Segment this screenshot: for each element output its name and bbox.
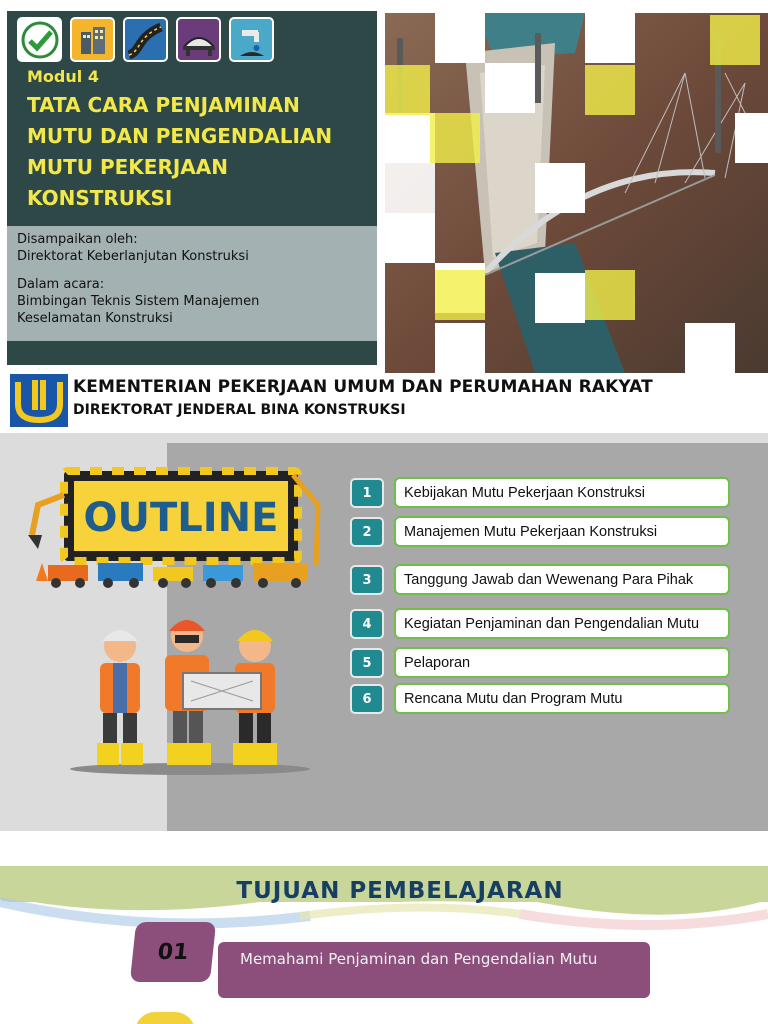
road-icon — [123, 17, 168, 62]
title-slide — [0, 0, 768, 430]
outline-slide — [0, 433, 768, 831]
dam-bridge-photo — [385, 13, 768, 373]
outline-item[interactable] — [350, 647, 735, 679]
outline-item-label: Kebijakan Mutu Pekerjaan Konstruksi — [394, 477, 730, 508]
building-icon — [70, 17, 115, 62]
outline-item-label: Rencana Mutu dan Program Mutu — [394, 683, 730, 714]
construction-workers-illustration — [65, 611, 315, 776]
water-tap-icon — [229, 17, 274, 62]
info-panel — [7, 226, 377, 341]
quality-control-approved-icon — [17, 17, 62, 62]
slide-title: TUJUAN PEMBELAJARAN — [236, 878, 564, 904]
outline-sign-illustration — [28, 465, 328, 590]
outline-item-label: Tanggung Jawab dan Wewenang Para Pihak — [394, 564, 730, 595]
outline-item[interactable] — [350, 516, 735, 548]
ministry-name: KEMENTERIAN PEKERJAAN UMUM DAN PERUMAHAN RAKYAT — [73, 377, 653, 397]
decorative-shape — [135, 1012, 195, 1024]
outline-item-number: 6 — [350, 684, 384, 714]
outline-item-number: 3 — [350, 565, 384, 595]
presented-by-label: Disampaikan oleh: — [17, 232, 138, 247]
outline-sign-text: OUTLINE — [83, 495, 279, 541]
outline-item[interactable] — [350, 477, 735, 509]
ministry-logo — [10, 374, 68, 427]
bridge-icon — [176, 17, 221, 62]
objective-number: 01 — [130, 922, 216, 982]
outline-item[interactable] — [350, 683, 735, 715]
outline-item-label: Pelaporan — [394, 647, 730, 678]
outline-item[interactable] — [350, 564, 735, 596]
module-label: Modul 4 — [27, 67, 99, 86]
directorate-name: DIREKTORAT JENDERAL BINA KONSTRUKSI — [73, 402, 406, 418]
outline-item-number: 1 — [350, 478, 384, 508]
outline-item[interactable] — [350, 608, 735, 640]
event-name: Bimbingan Teknis Sistem Manajemen Keselamatan Konstruksi — [17, 294, 260, 326]
event-label: Dalam acara: — [17, 277, 105, 292]
outline-item-label: Manajemen Mutu Pekerjaan Konstruksi — [394, 516, 730, 547]
learning-objectives-slide — [0, 866, 768, 1024]
bottom-strip — [7, 341, 377, 365]
title-panel — [7, 11, 377, 226]
objective-label: Memahami Penjaminan dan Pengendalian Mutu — [240, 950, 598, 968]
outline-item-number: 5 — [350, 648, 384, 678]
presented-by: Direktorat Keberlanjutan Konstruksi — [17, 249, 249, 264]
module-icon-row — [17, 17, 274, 62]
outline-item-label: Kegiatan Penjaminan dan Pengendalian Mutu — [394, 608, 730, 639]
objective-text — [218, 942, 650, 998]
outline-item-number: 2 — [350, 517, 384, 547]
outline-item-number: 4 — [350, 609, 384, 639]
slide-title: TATA CARA PENJAMINAN MUTU DAN PENGENDALIAN MUTU PEKERJAAN KONSTRUKSI — [27, 93, 333, 210]
